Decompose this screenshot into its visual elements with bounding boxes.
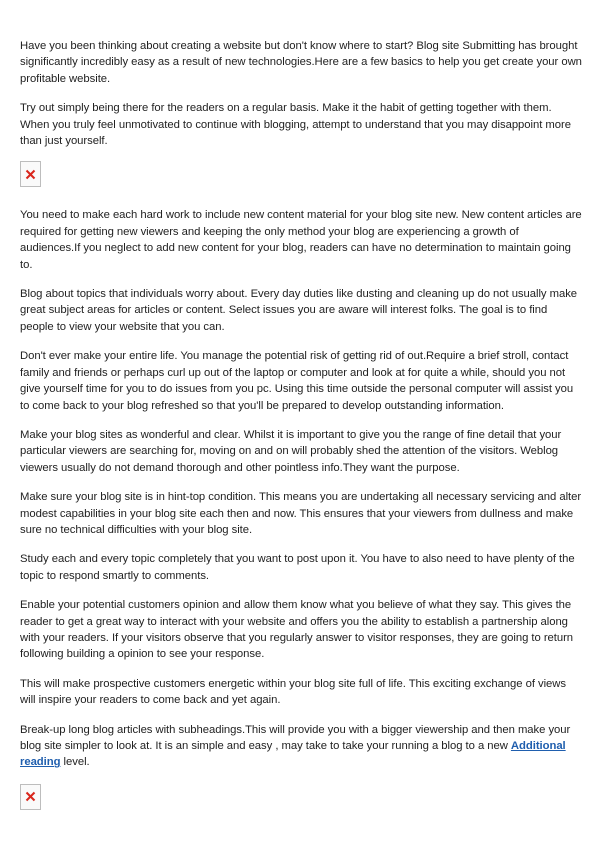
paragraph-subheadings-end: level. [60,756,90,769]
paragraph-subheadings-text: Break-up long blog articles with subheadings.This will provide you with a bigger viewership and then make your blog site simpler to look at. It is an simple and easy , may take to take your running a blog to a new [20,723,571,752]
broken-image-icon [25,791,36,802]
paragraph-life: Don't ever make your entire life. You manage the potential risk of getting rid of out.Require a brief stroll, contact family and friends or perhaps curl up out of the laptop or computer and look at for quite a while, should you not give yourself time for you to do issues from you pc. Using this time outside the personal computer will assist you to come back to your blog refreshed so that you'll be prepared to develop outstanding information. [20,350,574,412]
paragraph-new-content: You need to make each hard work to include new content material for your blog site new. New content articles are required for getting new viewers and keeping the only method your blog are experiencing a growth of audiences.If you neglect to add new content for your blog, readers can have no determination to maintain going to. [20,209,582,271]
paragraph-study: Study each and every topic completely that you want to post upon it. You have to also need to have plenty of the topic to respond smartly to comments. [20,553,575,582]
paragraph-readers: Try out simply being there for the readers on a regular basis. Make it the habit of getting together with them. When you truly feel unmotivated to continue with blogging, attempt to understand that you may disappoint more than just yourself. [20,102,571,148]
paragraph-topics: Blog about topics that individuals worry about. Every day duties like dusting and cleaning up do not usually make great subject areas for articles or content. Select issues you are aware will interest folks. The goal is to find people to view your website that you can. [20,288,578,333]
paragraph-subheadings [20,722,582,771]
paragraph-condition: Make sure your blog site is in hint-top condition. This means you are undertaking all necessary servicing and alter modest capabilities in your blog site each then and now. This ensures that your viewers from dullness and make sure no technical difficulties with your blog site. [20,491,582,536]
additional-reading-link[interactable]: Additional reading [20,740,566,769]
broken-image-icon [25,169,36,180]
article-body [20,38,582,825]
paragraph-clear: Make your blog sites as wonderful and clear. Whilst it is important to give you the range of fine detail that your particular viewers are searching for, moving on and on will probably shed the attention of the visitors. Weblog viewers usually do not demand thorough and other pointless info.They want the purpose. [20,428,562,474]
broken-image-placeholder [20,784,41,810]
paragraph-energetic: This will make prospective customers energetic within your blog site full of life. This exciting exchange of views will inspire your readers to come back and yet again. [20,677,567,707]
paragraph-opinion: Enable your potential customers opinion and allow them know what you believe of what they say. This gives the reader to get a great way to interact with your website and offers you the ability to establish a partnership along with your readers. If your visitors observe that you regularly answer to visitor responses, they are going to return following building a opinion to see your response. [20,599,574,661]
paragraph-intro: Have you been thinking about creating a website but don't know where to start? Blog site Submitting has brought significantly incredibly easy as a result of new technologies.Here are a few basics to help you get create your own profitable website. [20,40,582,85]
broken-image-placeholder [20,161,41,187]
